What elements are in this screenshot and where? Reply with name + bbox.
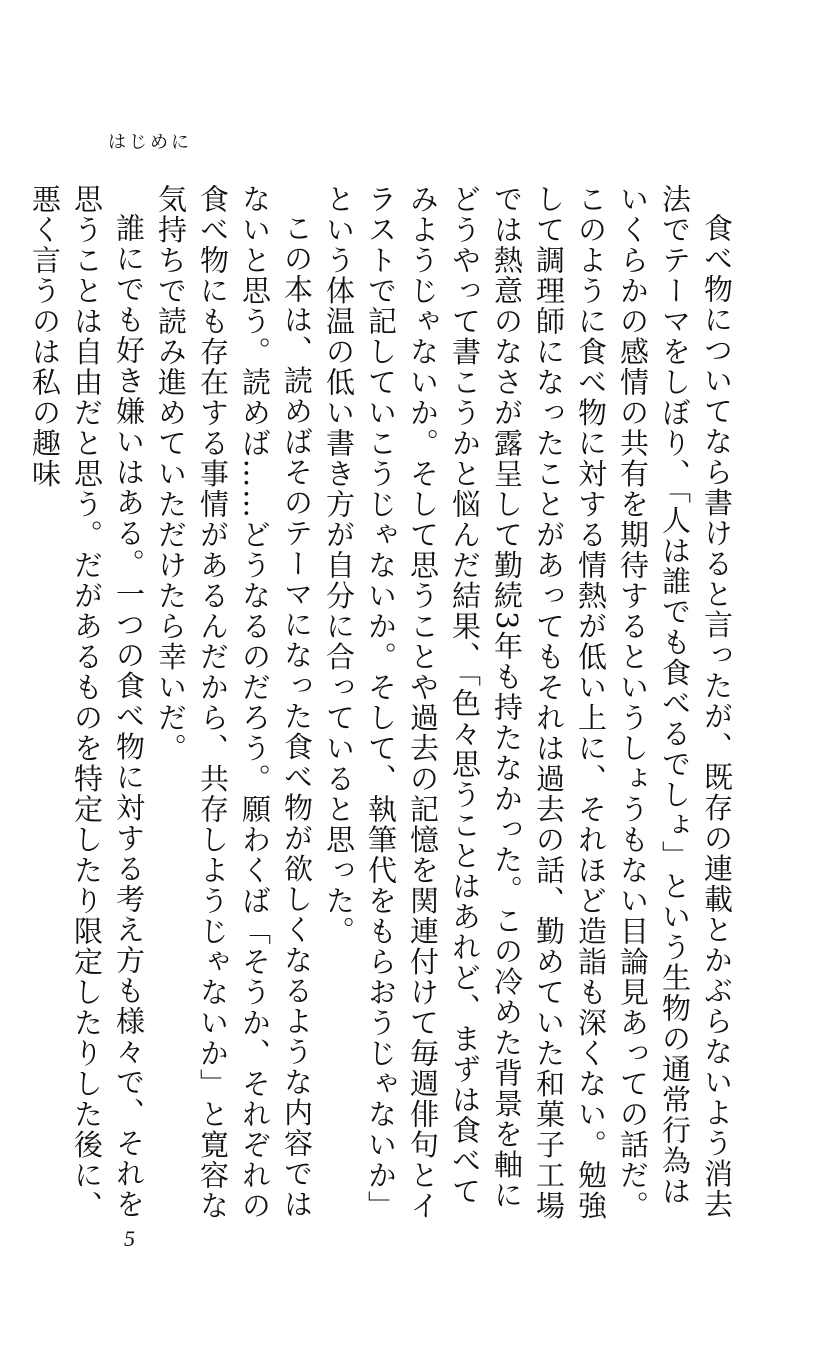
chapter-title: はじめに xyxy=(108,132,192,153)
paragraph-3: 誰にでも好き嫌いはある。一つの食べ物に対する考え方も様々で、それを思うことは自由だと思う。だがあるものを特定したり限定したりした後に、悪く言うのは私の趣味 xyxy=(28,184,146,1221)
paragraph-1: 食べ物についてなら書けると言ったが、既存の連載とかぶらないよう消去法でテーマをしぼり、「人は誰でも食べるでしょ」という生物の通常行為はいくらかの感情の共有を期待するというしょうもない目論見あっての話だ。このように食べ物に対する情熱が低い上に、それほど造詣も深くない。勉強して調理師になったことがあってもそれは過去の話、勤めていた和菓子工場では熱意のなさが露呈して勤続3年も持たなかった。この冷めた背景を軸にどうやって書こうかと悩んだ結果、「色々思うことはあれど、まずは食べてみようじゃないか。そして思うことや過去の記憶を関連付けて毎週俳句とイラストで記していこうじゃないか。そして、執筆代をもらおうじゃないか」という体温の低い書き方が自分に合っていると思った。 xyxy=(322,184,734,1221)
body-text xyxy=(28,184,738,1234)
page-number: 5 xyxy=(124,1226,135,1251)
paragraph-2: この本は、読めばそのテーマになった食べ物が欲しくなるような内容ではないと思う。読めば……どうなるのだろう。願わくば「そうか、それぞれの食べ物にも存在する事情があるんだから、共存しようじゃないか」と寛容な気持ちで読み進めていただけたら幸いだ。 xyxy=(154,184,314,1221)
